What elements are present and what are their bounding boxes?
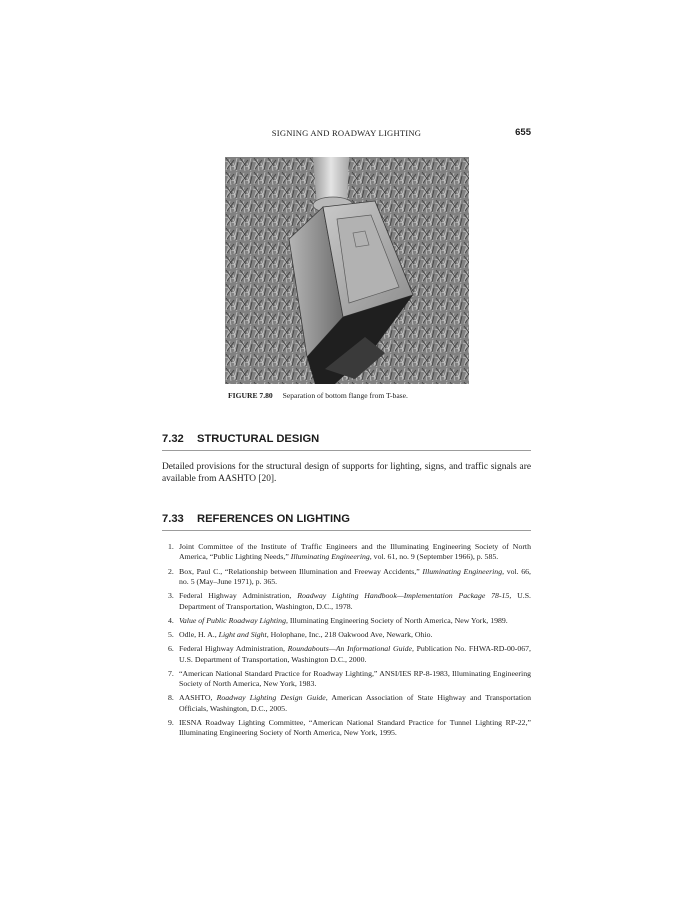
reference-text: Joint Committee of the Institute of Traffic Engineers and the Illuminating Engineering Society of North America, “Public Lighting Needs,” (179, 542, 531, 562)
reference-item (168, 616, 531, 626)
figure-caption (228, 391, 528, 400)
reference-text: vol. 61, no. 9 (September 1966), p. 585. (371, 552, 499, 562)
reference-item (168, 718, 531, 739)
reference-title: Illuminating Engineering, (422, 566, 505, 576)
reference-title: Roadway Lighting Design Guide, (216, 693, 328, 703)
section-title: STRUCTURAL DESIGN (197, 433, 320, 445)
section-body-structural-design: Detailed provisions for the structural design of supports for lighting, signs, and traffic signals are available from AASHTO [20]. (162, 462, 531, 485)
reference-text: American Association of State Highway and Transportation Officials, Washington, D.C., 2005. (179, 693, 531, 713)
reference-number: 2. (168, 566, 174, 576)
reference-item (168, 669, 531, 690)
reference-text: Box, Paul C., “Relationship between Illumination and Freeway Accidents,” (179, 566, 423, 576)
reference-number: 9. (168, 718, 174, 728)
section-heading-structural-design (162, 433, 531, 451)
figure-label: FIGURE 7.80 (228, 391, 273, 400)
reference-number: 1. (168, 542, 174, 551)
page-number: 655 (515, 127, 531, 138)
reference-text: Illuminating Engineering Society of North America, New York, 1989. (287, 615, 508, 625)
reference-item (168, 542, 531, 563)
section-number: 7.32 (162, 433, 184, 445)
reference-number: 6. (168, 644, 174, 654)
reference-text: IESNA Roadway Lighting Committee, “American National Standard Practice for Tunnel Lighting RP-22,” Illuminating Engineering Society of North America, New York, 1995. (179, 718, 531, 738)
reference-text: Federal Highway Administration, (179, 644, 288, 654)
reference-item (168, 591, 531, 612)
reference-text: Federal Highway Administration, (179, 591, 298, 601)
reference-text: AASHTO, (179, 693, 217, 703)
reference-title: Light and Sight, (218, 630, 269, 640)
reference-number: 7. (168, 668, 174, 678)
reference-number: 5. (168, 630, 174, 640)
reference-item (168, 630, 531, 640)
section-number: 7.33 (162, 513, 184, 525)
running-title: SIGNING AND ROADWAY LIGHTING (271, 128, 422, 138)
figure-photo (225, 157, 469, 384)
page-header (162, 127, 531, 141)
reference-number: 4. (168, 615, 174, 625)
section-title: REFERENCES ON LIGHTING (197, 513, 350, 525)
reference-list (168, 542, 531, 743)
reference-title: Value of Public Roadway Lighting, (179, 615, 288, 625)
figure-caption-text: Separation of bottom flange from T-base. (282, 391, 408, 400)
reference-text: U.S. Department of Transportation, Washington, D.C., 1978. (179, 591, 531, 611)
reference-item (168, 644, 531, 665)
reference-text: “American National Standard Practice for Roadway Lighting,” ANSI/IES RP-8-1983, Illuminating Engineering Society of North America, New York, 1983. (179, 668, 531, 689)
reference-number: 3. (168, 591, 174, 601)
reference-text: Holophane, Inc., 218 Oakwood Ave, Newark, Ohio. (268, 630, 433, 640)
reference-text: vol. 66, no. 5 (May–June 1971), p. 365. (179, 566, 531, 587)
reference-title: Roadway Lighting Handbook—Implementation Package 78-15, (297, 591, 512, 601)
section-heading-references (162, 513, 531, 531)
reference-title: Roundabouts—An Informational Guide, (287, 644, 414, 654)
reference-title: Illuminating Engineering, (290, 552, 372, 562)
reference-item (168, 693, 531, 714)
reference-text: Publication No. FHWA-RD-00-067, U.S. Department of Transportation, Washington D.C., 2000. (179, 644, 532, 664)
reference-text: Odle, H. A., (179, 630, 219, 640)
reference-number: 8. (168, 693, 174, 703)
reference-item (168, 567, 531, 588)
